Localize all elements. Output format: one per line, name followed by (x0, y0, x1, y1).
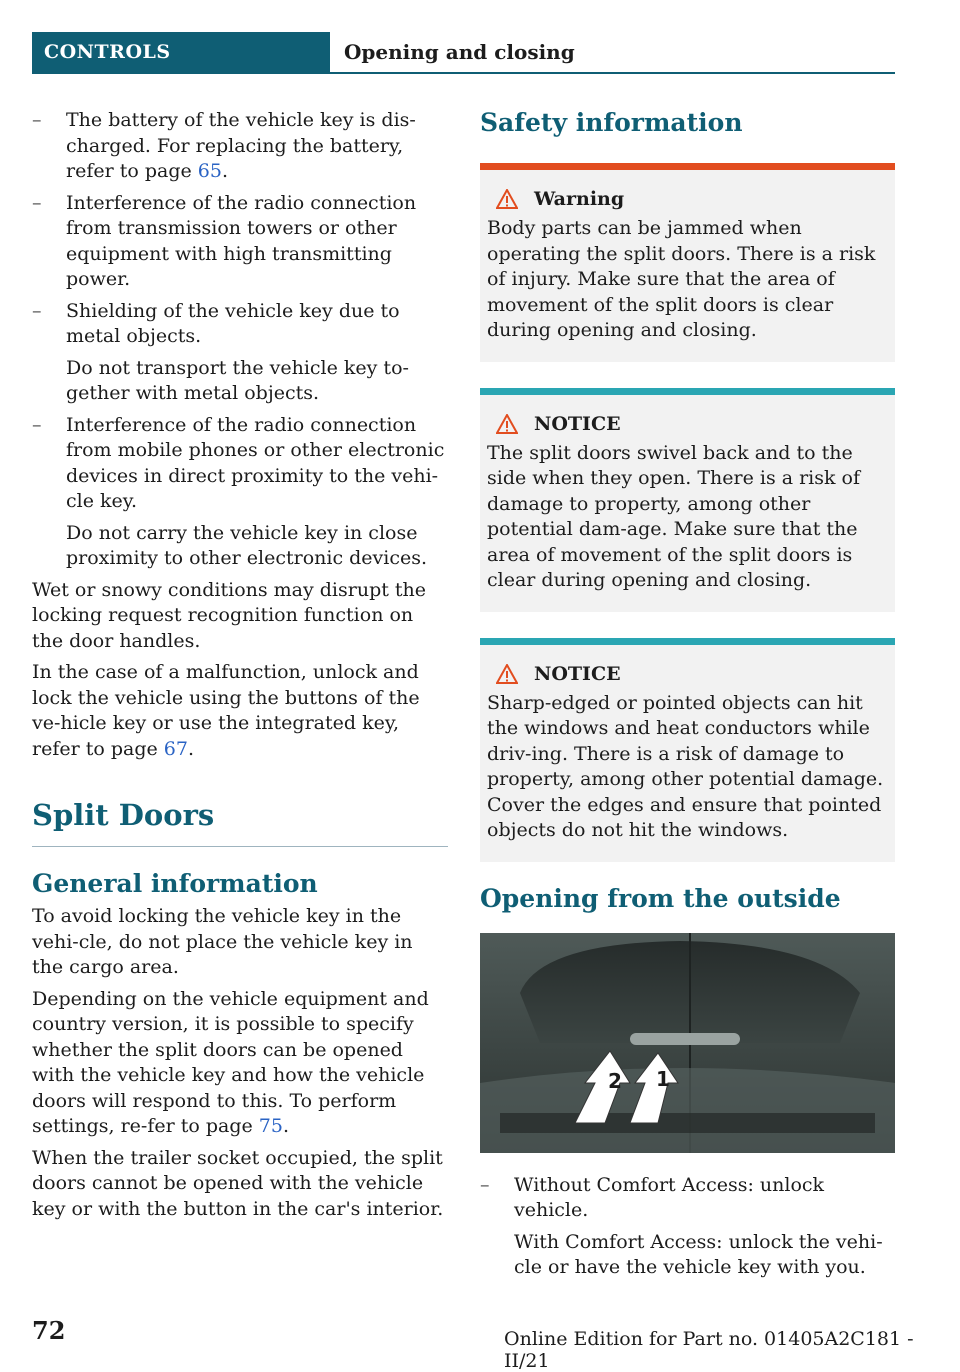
list-item-tail: . (221, 160, 229, 182)
warning-triangle-icon (496, 414, 518, 434)
page-link[interactable]: 75 (258, 1115, 283, 1137)
section-heading: Opening from the outside (480, 883, 841, 913)
warning-title (487, 188, 888, 210)
paragraph (32, 660, 448, 762)
list-item (480, 1173, 895, 1224)
notice-text: The split doors swivel back and to the side when they open. There is a risk of damage to property, among other potential dam-age. Make sure that the area of movement of the split doors is clear during opening and closing. (487, 441, 861, 591)
page-header (32, 32, 895, 74)
arrow-label-2: 2 (608, 1068, 622, 1093)
arrow-label-1: 1 (656, 1066, 670, 1091)
list-item (32, 299, 448, 350)
list-item-text: The battery of the vehicle key is dis-charged. For replacing the battery, refer to page (66, 109, 416, 182)
dash-bullet: – (32, 413, 42, 436)
warning-box (480, 163, 895, 362)
right-column (480, 108, 895, 1287)
notice-title-text: NOTICE (534, 412, 621, 435)
list-item-text: Interference of the radio connection from mobile phones or other electronic devices in direct proximity to the vehi-cle key. (66, 413, 445, 512)
dash-bullet: – (32, 191, 42, 214)
list-item-sub: Do not carry the vehicle key in close proximity to other electronic devices. (66, 521, 428, 569)
notice-text: Sharp-edged or pointed objects can hit the windows and heat conductors while driv-ing. There is a risk of damage to property, among other potential damage. Cover the edges and ensure that pointed objects do not hit the windows. (487, 691, 884, 841)
page-number: 72 (32, 1316, 66, 1345)
page-link[interactable]: 65 (197, 160, 222, 182)
paragraph (32, 987, 448, 1140)
vehicle-rear-photo (480, 933, 895, 1153)
warning-triangle-icon (496, 189, 518, 209)
paragraph: To avoid locking the vehicle key in the vehi-cle, do not place the vehicle key in the cargo area. (32, 905, 413, 978)
warning-title-text: Warning (534, 188, 625, 210)
list-item (32, 108, 448, 185)
notice-title (487, 413, 888, 435)
dash-bullet: – (32, 109, 42, 131)
section-heading: Safety information (480, 108, 743, 137)
list-item-text: Without Comfort Access: unlock vehicle. (514, 1173, 825, 1221)
left-column (32, 108, 448, 1228)
page-link[interactable]: 67 (163, 737, 188, 760)
list-item-sub: With Comfort Access: unlock the vehi-cle or have the vehicle key with you. (514, 1230, 883, 1278)
list-item (32, 191, 448, 293)
paragraph-text: In the case of a malfunction, unlock and lock the vehicle using the buttons of the ve-hicle key or use the integrated key, refer to page (32, 661, 420, 760)
notice-box (480, 638, 895, 862)
dash-bullet: – (480, 1173, 490, 1196)
notice-title (487, 663, 888, 685)
paragraph: Wet or snowy conditions may disrupt the locking request recognition function on the door handles. (32, 578, 427, 652)
list-item-text: Shielding of the vehicle key due to metal objects. (66, 299, 400, 347)
warning-text: Body parts can be jammed when operating the split doors. There is a risk of injury. Make sure that the area of movement of the split doors is clear during opening and closing. (487, 217, 876, 341)
warning-triangle-icon (496, 664, 518, 684)
section-tab (32, 32, 330, 72)
list-item-sub: Do not transport the vehicle key to-gether with metal objects. (66, 356, 409, 404)
paragraph-text: Depending on the vehicle equipment and country version, it is possible to specify whether the split doors can be opened with the vehicle key and how the vehicle doors will respond to this. To perform settings, re-fer to page (32, 987, 429, 1137)
edition-note: Online Edition for Part no. 01405A2C181 - II/21 (504, 1328, 914, 1372)
list-item-text: Interference of the radio connection from transmission towers or other equipment with high transmitting power. (66, 191, 417, 290)
dash-bullet: – (32, 299, 42, 322)
list-item (32, 413, 448, 515)
chapter-title: Opening and closing (344, 40, 575, 64)
section-heading: General information (32, 869, 318, 898)
notice-box (480, 388, 895, 612)
paragraph-tail: . (282, 1115, 290, 1137)
chapter-heading: Split Doors (32, 798, 448, 847)
paragraph: When the trailer socket occupied, the split doors cannot be opened with the vehicle key or with the button in the car's interior. (32, 1146, 444, 1220)
notice-title-text: NOTICE (534, 662, 621, 685)
paragraph-tail: . (187, 737, 195, 760)
section-label: CONTROLS (44, 41, 171, 63)
